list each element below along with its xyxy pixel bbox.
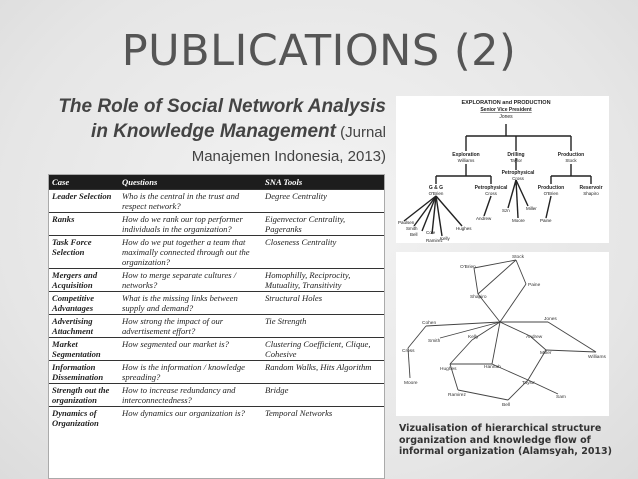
- org-person: Moore: [512, 218, 525, 223]
- org-l2-name-1: Taylor: [509, 158, 523, 163]
- org-l3-name-1: Cross: [485, 191, 497, 196]
- org-l2-name-2: Stock: [565, 158, 577, 163]
- org-chart-image: [396, 96, 609, 243]
- table-cell-question: How dynamics our organization is?: [119, 407, 262, 430]
- net-node-label: Paine: [528, 283, 541, 288]
- table-cell-question: Who is the central in the trust and respect network?: [119, 190, 262, 213]
- table-row: [49, 236, 384, 269]
- org-person: Szn: [502, 208, 510, 213]
- net-node-label: Taylor: [522, 381, 535, 386]
- sna-table-image: [48, 174, 385, 479]
- net-node-label: Hughes: [440, 367, 457, 372]
- org-person: Paulsen: [398, 220, 415, 225]
- org-l2-title-0: Exploration: [452, 152, 480, 158]
- table-cell-tool: Eigenvector Centrality, Pageranks: [262, 213, 384, 236]
- net-node-label: Moore: [404, 381, 418, 386]
- header-case: Case: [49, 175, 119, 190]
- table-cell-case: Market Segmentation: [49, 338, 119, 361]
- net-node-label: Stock: [512, 255, 524, 260]
- table-row: [49, 361, 384, 384]
- org-l3-title-1: Petrophysical: [474, 185, 508, 191]
- table-row: [49, 190, 384, 213]
- table-cell-case: Dynamics of Organization: [49, 407, 119, 430]
- table-header-row: [49, 175, 384, 190]
- table-row: [49, 407, 384, 430]
- table-cell-case: Leader Selection: [49, 190, 119, 213]
- table-cell-tool: Homophilly, Reciprocity, Mutuality, Transitivity: [262, 269, 384, 292]
- table-cell-tool: Tie Strength: [262, 315, 384, 338]
- table-row: [49, 384, 384, 407]
- org-l2-title-1: Drilling: [507, 152, 525, 158]
- table-row: [49, 292, 384, 315]
- table-cell-case: Task Force Selection: [49, 236, 119, 269]
- subtitle-line-2: [48, 121, 386, 143]
- net-node-label: Kelly: [468, 335, 479, 340]
- sna-table: [49, 175, 384, 429]
- table-cell-tool: Bridge: [262, 384, 384, 407]
- org-person: Smith: [406, 226, 418, 231]
- subtitle-line-2-plain: (Jurnal: [335, 124, 386, 141]
- table-cell-question: What is the missing links between supply and demand?: [119, 292, 262, 315]
- org-root-title: EXPLORATION and PRODUCTION: [461, 100, 551, 106]
- network-graph-svg: [396, 252, 609, 416]
- net-node-label: Jones: [544, 317, 557, 322]
- subtitle-line-2-bold: in Knowledge Management: [91, 121, 336, 142]
- org-person: Ramirez: [426, 238, 443, 243]
- org-l3-name-3: Shapiro: [583, 191, 599, 196]
- net-node-label: Sam: [556, 395, 566, 400]
- net-node-label: O'Brien: [460, 265, 476, 270]
- table-cell-question: How to increase redundancy and interconnectedness?: [119, 384, 262, 407]
- network-graph-image: [396, 252, 609, 416]
- table-row: [49, 269, 384, 292]
- net-node-label: Williams: [588, 355, 606, 360]
- table-row: [49, 213, 384, 236]
- table-cell-tool: Temporal Networks: [262, 407, 384, 430]
- org-person: Andrew: [476, 216, 492, 221]
- org-people: [398, 206, 552, 243]
- org-person: Bell: [410, 232, 418, 237]
- net-node-label: Shapiro: [470, 295, 487, 300]
- table-cell-question: How segmented our market is?: [119, 338, 262, 361]
- header-sna-tools: SNA Tools: [262, 175, 384, 190]
- org-chart-svg: [396, 96, 609, 243]
- header-questions: Questions: [119, 175, 262, 190]
- table-cell-question: How to merge separate cultures / networks?: [119, 269, 262, 292]
- table-row: [49, 338, 384, 361]
- org-person: Hughes: [456, 226, 472, 231]
- org-petro-head-name: Cross: [512, 176, 524, 181]
- table-cell-question: How strong the impact of our advertisement effort?: [119, 315, 262, 338]
- org-l3-title-2: Production: [537, 185, 565, 191]
- table-cell-case: Mergers and Acquisition: [49, 269, 119, 292]
- subtitle-line-1: The Role of Social Network Analysis: [58, 96, 386, 117]
- org-person: Cole: [426, 230, 436, 235]
- subtitle-line-3: Manajemen Indonesia, 2013): [191, 148, 386, 165]
- table-cell-tool: Closeness Centrality: [262, 236, 384, 269]
- org-l3-title-0: G & G: [428, 185, 444, 191]
- org-root-subtitle: Senior Vice President: [480, 107, 532, 113]
- net-node-label: Andrew: [526, 335, 543, 340]
- net-node-label: Cross: [402, 349, 415, 354]
- org-l3-name-2: O'Brien: [543, 191, 559, 196]
- table-cell-case: Ranks: [49, 213, 119, 236]
- org-root-name: Jones: [499, 114, 513, 120]
- table-cell-case: Competitive Advantages: [49, 292, 119, 315]
- net-node-label: Ramirez: [448, 393, 466, 398]
- table-cell-tool: Degree Centrality: [262, 190, 384, 213]
- org-l2-name-0: Williams: [457, 158, 475, 163]
- org-person: Paine: [540, 218, 552, 223]
- table-cell-case: Strength out the organization: [49, 384, 119, 407]
- org-l3-title-3: Reservoir: [579, 185, 603, 191]
- net-node-label: Cohen: [422, 321, 437, 326]
- net-node-label: Miller: [540, 351, 552, 356]
- org-person: Miller: [526, 206, 537, 211]
- org-l3-name-0: O'Brien: [428, 191, 444, 196]
- table-cell-question: How is the information / knowledge spreading?: [119, 361, 262, 384]
- org-l2-title-2: Production: [557, 152, 585, 158]
- table-cell-question: How do we put together a team that maximally connected through out the organization?: [119, 236, 262, 269]
- table-row: [49, 315, 384, 338]
- org-person: Kelly: [440, 236, 450, 241]
- table-cell-question: How do we rank our top performer individuals in the organization?: [119, 213, 262, 236]
- slide-title: PUBLICATIONS (2): [121, 26, 517, 76]
- table-cell-tool: Structural Holes: [262, 292, 384, 315]
- net-node-label: Bell: [502, 403, 510, 408]
- figure-caption: Vizualisation of hierarchical structure organization and knowledge flow of informal organization (Alamsyah, 2013): [399, 423, 612, 457]
- table-cell-tool: Clustering Coefficient, Clique, Cohesive: [262, 338, 384, 361]
- net-node-label: Hannah: [484, 365, 501, 370]
- table-cell-case: Advertising Attachment: [49, 315, 119, 338]
- table-cell-tool: Random Walks, Hits Algorithm: [262, 361, 384, 384]
- table-cell-case: Information Dissemination: [49, 361, 119, 384]
- net-node-label: Smith: [428, 339, 441, 344]
- org-petro-head-title: Petrophysical: [501, 170, 535, 176]
